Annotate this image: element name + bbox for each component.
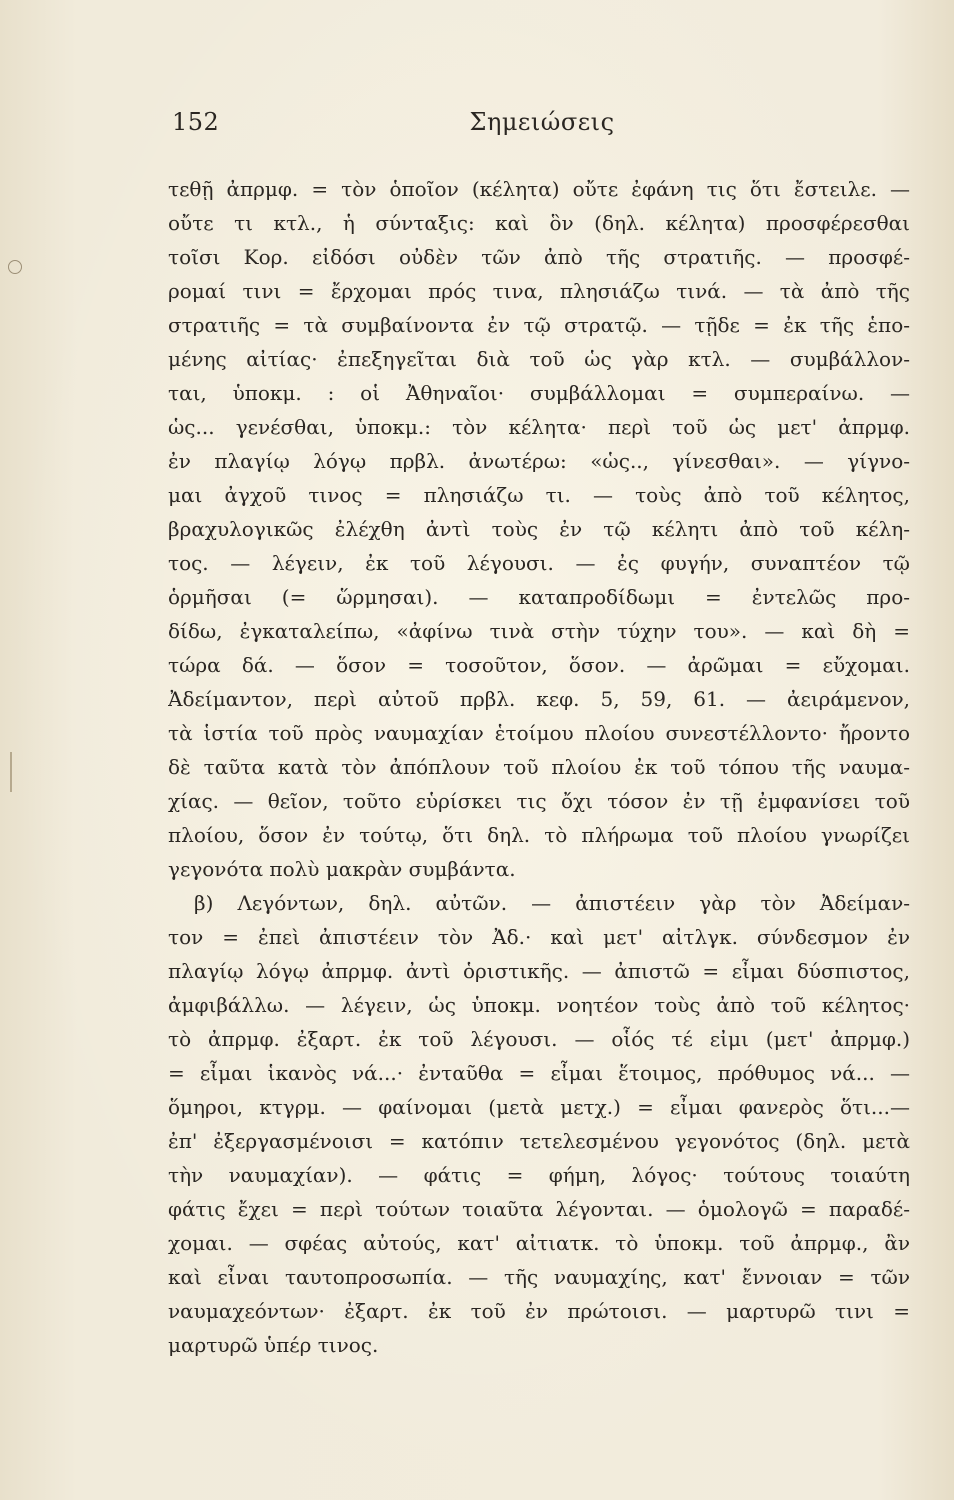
margin-blemish <box>8 260 22 274</box>
text-line: χομαι. — σφέας αὐτούς, κατ' αἰτιατκ. τὸ ὑποκμ. τοῦ ἀπρμφ., ἂν <box>168 1231 910 1255</box>
text-line: τος. — λέγειν, ἐκ τοῦ λέγουσι. — ἐς φυγήν, συναπτέον τῷ <box>168 551 910 575</box>
text-line: μαι ἀγχοῦ τινος = πλησιάζω τι. — τοὺς ἀπὸ τοῦ κέλητος, <box>168 483 910 507</box>
margin-mark <box>10 752 12 792</box>
text-line: τεθῇ ἀπρμφ. = τὸν ὁποῖον (κέλητα) οὔτε ἐφάνη τις ὅτι ἔστειλε. — <box>168 177 910 201</box>
text-line: ἐν πλαγίῳ λόγῳ πρβλ. ἀνωτέρω: «ὡς.., γίνεσθαι». — γίγνο- <box>168 449 910 473</box>
text-line: ὡς... γενέσθαι, ὑποκμ.: τὸν κέλητα· περὶ τοῦ ὡς μετ' ἀπρμφ. <box>168 415 910 439</box>
text-line: βραχυλογικῶς ἐλέχθη ἀντὶ τοὺς ἐν τῷ κέλητι ἀπὸ τοῦ κέλη- <box>168 517 910 541</box>
text-line: β) Λεγόντων, δηλ. αὐτῶν. — ἀπιστέειν γὰρ τὸν Ἀδείμαν- <box>194 891 910 915</box>
text-line: μαρτυρῶ ὑπέρ τινος. <box>168 1333 379 1357</box>
text-line: ὅμηροι, κτγρμ. — φαίνομαι (μετὰ μετχ.) = εἶμαι φανερὸς ὅτι...— <box>168 1095 910 1119</box>
text-line: τὰ ἱστία τοῦ πρὸς ναυμαχίαν ἑτοίμου πλοίου συνεστέλλοντο· ἤροντο <box>168 721 910 745</box>
text-line: ρομαί τινι = ἔρχομαι πρός τινα, πλησιάζω τινά. — τὰ ἀπὸ τῆς <box>168 279 910 303</box>
text-line: ται, ὑποκμ. : οἱ Ἀθηναῖοι· συμβάλλομαι = συμπεραίνω. — <box>168 381 910 405</box>
text-line: ναυμαχεόντων· ἐξαρτ. ἐκ τοῦ ἐν πρώτοισι. — μαρτυρῶ τινι = <box>168 1299 910 1323</box>
text-line: τὸ ἀπρμφ. ἐξαρτ. ἐκ τοῦ λέγουσι. — οἷός τέ εἰμι (μετ' ἀπρμφ.) <box>168 1027 910 1051</box>
text-line: τώρα δά. — ὅσον = τοσοῦτον, ὅσον. — ἀρῶμαι = εὔχομαι. <box>168 653 910 677</box>
page-header <box>172 108 912 148</box>
text-line: μένης αἰτίας· ἐπεξηγεῖται διὰ τοῦ ὡς γὰρ κτλ. — συμβάλλον- <box>168 347 910 371</box>
text-line: = εἶμαι ἱκανὸς νά...· ἐνταῦθα = εἶμαι ἕτοιμος, πρόθυμος νά... — <box>168 1061 910 1085</box>
text-line: καὶ εἶναι ταυτοπροσωπία. — τῆς ναυμαχίης, κατ' ἔννοιαν = τῶν <box>168 1265 910 1289</box>
page-number: 152 <box>172 108 220 136</box>
text-line: ἀμφιβάλλω. — λέγειν, ὡς ὑποκμ. νοητέον τοὺς ἀπὸ τοῦ κέλητος· <box>168 993 910 1017</box>
text-line: ὁρμῆσαι (= ὥρμησαι). — καταπροδίδωμι = ἐντελῶς προ- <box>168 585 910 609</box>
commentary-text <box>168 172 910 1362</box>
text-line: οὔτε τι κτλ., ἡ σύνταξις: καὶ ὃν (δηλ. κέλητα) προσφέρεσθαι <box>168 211 910 235</box>
text-line: Ἀδείμαντον, περὶ αὐτοῦ πρβλ. κεφ. 5, 59, 61. — ἀειράμενον, <box>168 687 910 711</box>
text-line: γεγονότα πολὺ μακρὰν συμβάντα. <box>168 857 516 881</box>
text-line: στρατιῆς = τὰ συμβαίνοντα ἐν τῷ στρατῷ. — τῇδε = ἐκ τῆς ἑπο- <box>168 313 910 337</box>
text-line: τοῖσι Κορ. εἰδόσι οὐδὲν τῶν ἀπὸ τῆς στρατιῆς. — προσφέ- <box>168 245 910 269</box>
text-line: τον = ἐπεὶ ἀπιστέειν τὸν Ἀδ.· καὶ μετ' αἰτλγκ. σύνδεσμον ἐν <box>168 925 910 949</box>
text-line: πλαγίῳ λόγῳ ἀπρμφ. ἀντὶ ὁριστικῆς. — ἀπιστῶ = εἶμαι δύσπιστος, <box>168 959 910 983</box>
text-line: πλοίου, ὅσον ἐν τούτῳ, ὅτι δηλ. τὸ πλήρωμα τοῦ πλοίου γνωρίζει <box>168 823 910 847</box>
text-line: τὴν ναυμαχίαν). — φάτις = φήμη, λόγος· τούτους τοιαύτη <box>168 1163 910 1187</box>
text-line: φάτις ἔχει = περὶ τούτων τοιαῦτα λέγονται. — ὁμολογῶ = παραδέ- <box>168 1197 910 1221</box>
text-line: δίδω, ἐγκαταλείπω, «ἀφίνω τινὰ στὴν τύχην του». — καὶ δὴ = <box>168 619 910 643</box>
text-line: δὲ ταῦτα κατὰ τὸν ἀπόπλουν τοῦ πλοίου ἐκ τοῦ τόπου τῆς ναυμα- <box>168 755 910 779</box>
text-line: ἐπ' ἐξεργασμένοισι = κατόπιν τετελεσμένου γεγονότος (δηλ. μετὰ <box>168 1129 910 1153</box>
text-line: χίας. — θεῖον, τοῦτο εὑρίσκει τις ὄχι τόσον ἐν τῇ ἐμφανίσει τοῦ <box>168 789 910 813</box>
running-head: Σημειώσεις <box>469 108 615 136</box>
